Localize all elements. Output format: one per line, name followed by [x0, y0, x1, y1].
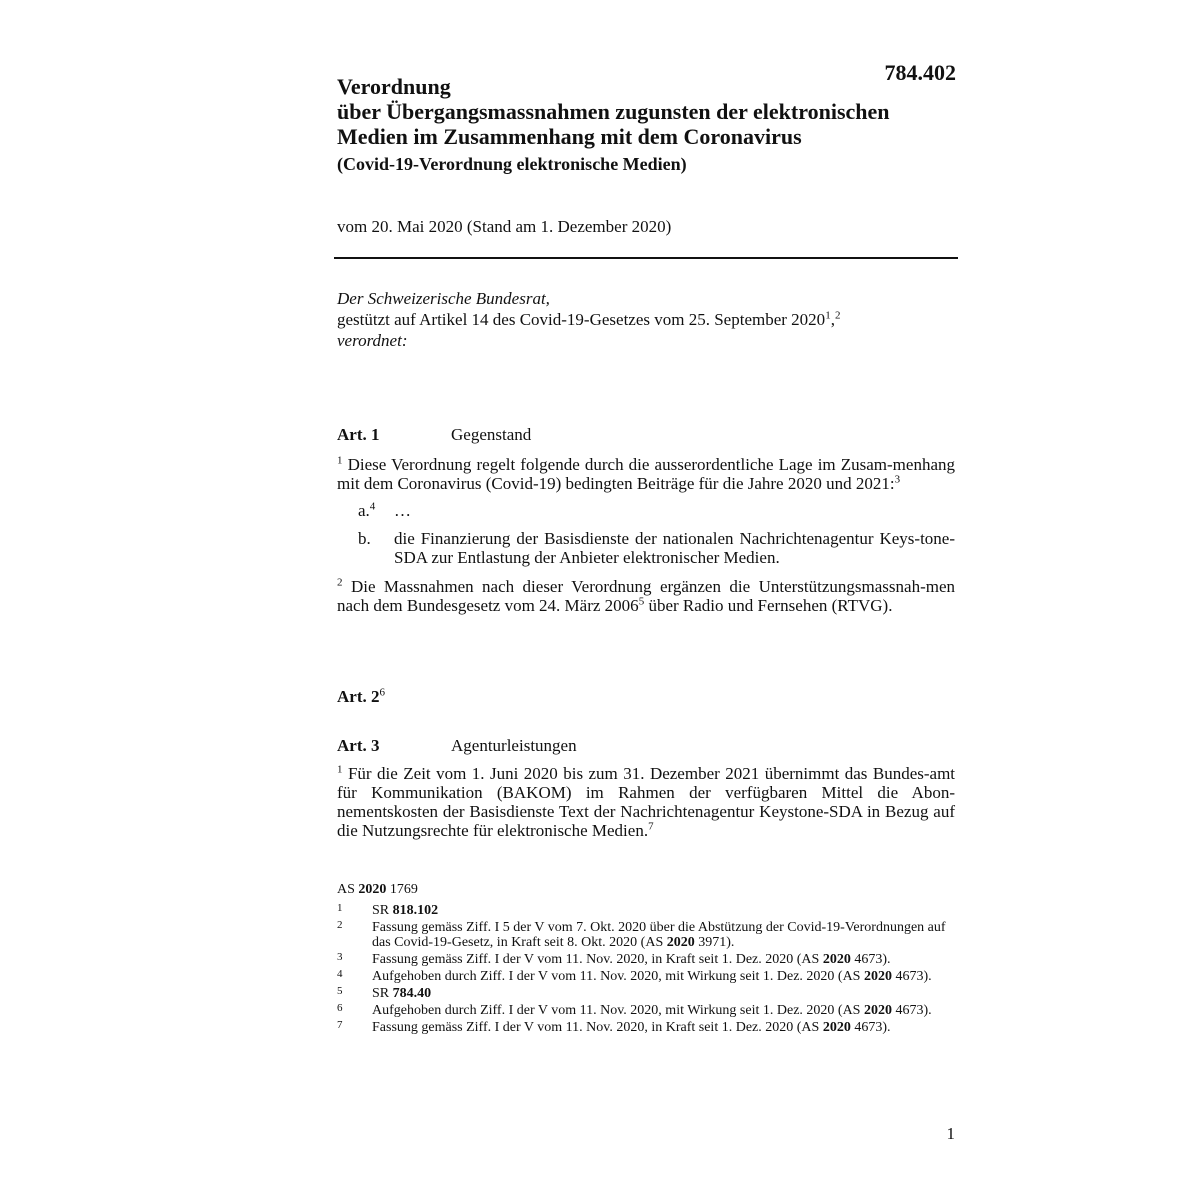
item-a-text: …	[394, 501, 411, 520]
title-line-2: über Übergangsmassnahmen zugunsten der elektronischen	[337, 99, 890, 124]
as-page: 1769	[389, 882, 418, 897]
footnote-bold: 2020	[822, 1020, 851, 1035]
ingress-authority: Der Schweizerische Bundesrat,	[337, 289, 550, 308]
footnote-ref-1[interactable]: 1	[825, 309, 831, 322]
footnote-bold: 2020	[863, 1003, 892, 1018]
article-1-heading	[337, 425, 955, 449]
article-1-paragraph-2-text-b: über Radio und Fernsehen (RTVG).	[644, 596, 893, 615]
as-prefix: AS	[337, 882, 355, 897]
paragraph-number: 1	[337, 763, 343, 776]
footnote-text-end: 3971).	[694, 935, 735, 950]
footnote-bold: 2020	[822, 952, 851, 967]
footnote-number: 2	[337, 919, 343, 931]
footnote	[337, 952, 957, 967]
item-b-text: die Finanzierung der Basisdienste der nationalen Nachrichtenagentur Keys-tone-SDA zur Entlastung der Anbieter elektronischer Medien.	[394, 529, 955, 567]
title-line-1: Verordnung	[337, 74, 451, 99]
footnote-number: 1	[337, 902, 343, 914]
footnote-bold: 784.40	[392, 986, 432, 1001]
article-1-paragraph-1-text: Diese Verordnung regelt folgende durch die ausserordentliche Lage im Zusam-menhang mit dem Coronavirus (Covid-19) bedingten Beiträge für die Jahre 2020 und 2021:	[337, 455, 955, 493]
footnote-text: Fassung gemäss Ziff. I 5 der V vom 7. Okt. 2020 über die Abstützung der Covid-19-Verordnungen auf das Covid-19-Gesetz, in Kraft seit 8. Okt. 2020 (AS	[372, 920, 946, 950]
footnotes	[337, 882, 957, 1037]
article-2-number-text: Art. 2	[337, 687, 380, 706]
as-reference	[337, 882, 957, 897]
footnote	[337, 1020, 957, 1035]
footnote-text: Aufgehoben durch Ziff. I der V vom 11. Nov. 2020, mit Wirkung seit 1. Dez. 2020 (AS	[372, 969, 864, 984]
title-line-3: Medien im Zusammenhang mit dem Coronavirus	[337, 124, 802, 149]
footnote-number: 6	[337, 1002, 343, 1014]
footnote-ref-7[interactable]: 7	[648, 820, 654, 833]
footnote-text: SR	[372, 986, 393, 1001]
article-2-number	[337, 687, 385, 706]
footnote-text-end: 4673).	[891, 1003, 932, 1018]
article-1	[337, 425, 955, 623]
ingress-basis	[337, 309, 957, 330]
footnote-text: Fassung gemäss Ziff. I der V vom 11. Nov. 2020, in Kraft seit 1. Dez. 2020 (AS	[372, 952, 823, 967]
footnote	[337, 986, 957, 1001]
short-title: (Covid-19-Verordnung elektronische Medien)	[337, 154, 687, 174]
article-1-title: Gegenstand	[451, 425, 532, 444]
article-3	[337, 736, 955, 848]
footnote-bold: 2020	[666, 935, 695, 950]
item-b-letter: b.	[358, 529, 371, 548]
paragraph-number: 2	[337, 576, 343, 589]
footnote-number: 7	[337, 1019, 343, 1031]
article-1-item-b	[337, 529, 955, 567]
header-divider	[334, 257, 958, 259]
article-1-paragraph-2	[337, 577, 955, 615]
article-2	[337, 687, 955, 711]
article-3-paragraph-1-text: Für die Zeit vom 1. Juni 2020 bis zum 31. Dezember 2021 übernimmt das Bundes-amt für Kommunikation (BAKOM) im Rahmen der verfügbaren Mittel die Abon-nementskosten der Basisdienste Text der Nachrichtenagentur Keystone-SDA in Bezug auf die Nutzungsrechte für elektronische Medien.	[337, 764, 956, 840]
footnote	[337, 969, 957, 984]
as-year: 2020	[358, 882, 387, 897]
footnote	[337, 903, 957, 918]
article-3-paragraph-1	[337, 764, 955, 840]
article-1-paragraph-2-text-a: Die Massnahmen nach dieser Verordnung ergänzen die Unterstützungsmassnah-men nach dem Bundesgesetz vom 24. März 2006	[337, 577, 955, 615]
ingress-basis-text: gestützt auf Artikel 14 des Covid-19-Gesetzes vom 25. September 2020	[337, 310, 826, 329]
footnote-ref-6[interactable]: 6	[379, 686, 385, 699]
footnote-text-end: 4673).	[850, 952, 891, 967]
footnote-ref-3[interactable]: 3	[894, 473, 901, 486]
footnote-ref-4[interactable]: 4	[369, 500, 376, 513]
footnote-bold: 818.102	[392, 903, 439, 918]
footnote-text: Aufgehoben durch Ziff. I der V vom 11. Nov. 2020, mit Wirkung seit 1. Dez. 2020 (AS	[372, 1003, 864, 1018]
footnote-text: Fassung gemäss Ziff. I der V vom 11. Nov. 2020, in Kraft seit 1. Dez. 2020 (AS	[372, 1020, 823, 1035]
footnote-number: 4	[337, 968, 343, 980]
article-3-heading	[337, 736, 955, 760]
page-number: 1	[946, 1124, 955, 1143]
paragraph-number: 1	[337, 454, 343, 467]
article-3-number: Art. 3	[337, 736, 380, 755]
footnote-ref-2[interactable]: 2	[834, 309, 841, 322]
article-2-heading	[337, 687, 955, 711]
article-1-number: Art. 1	[337, 425, 380, 444]
footnote-ref-5[interactable]: 5	[638, 595, 645, 608]
article-1-paragraph-1	[337, 455, 955, 493]
title-block	[337, 74, 957, 175]
date-line: vom 20. Mai 2020 (Stand am 1. Dezember 2020)	[337, 217, 672, 236]
sr-number: 784.402	[884, 60, 956, 85]
footnote-bold: 2020	[863, 969, 892, 984]
article-1-item-a	[337, 501, 955, 520]
footnote	[337, 1003, 957, 1018]
article-3-title: Agenturleistungen	[451, 736, 577, 755]
footnote	[337, 920, 957, 950]
footnote-number: 3	[337, 951, 343, 963]
footnote-text-end: 4673).	[891, 969, 932, 984]
item-a-letter	[358, 501, 375, 520]
footnote-text-end: 4673).	[850, 1020, 891, 1035]
item-a-letter-text: a.	[358, 501, 370, 520]
ingress-decree: verordnet:	[337, 331, 408, 350]
footnote-number: 5	[337, 985, 343, 997]
ingress	[337, 288, 957, 351]
footnote-text: SR	[372, 903, 393, 918]
ingress-basis-separator: ,	[830, 310, 835, 329]
